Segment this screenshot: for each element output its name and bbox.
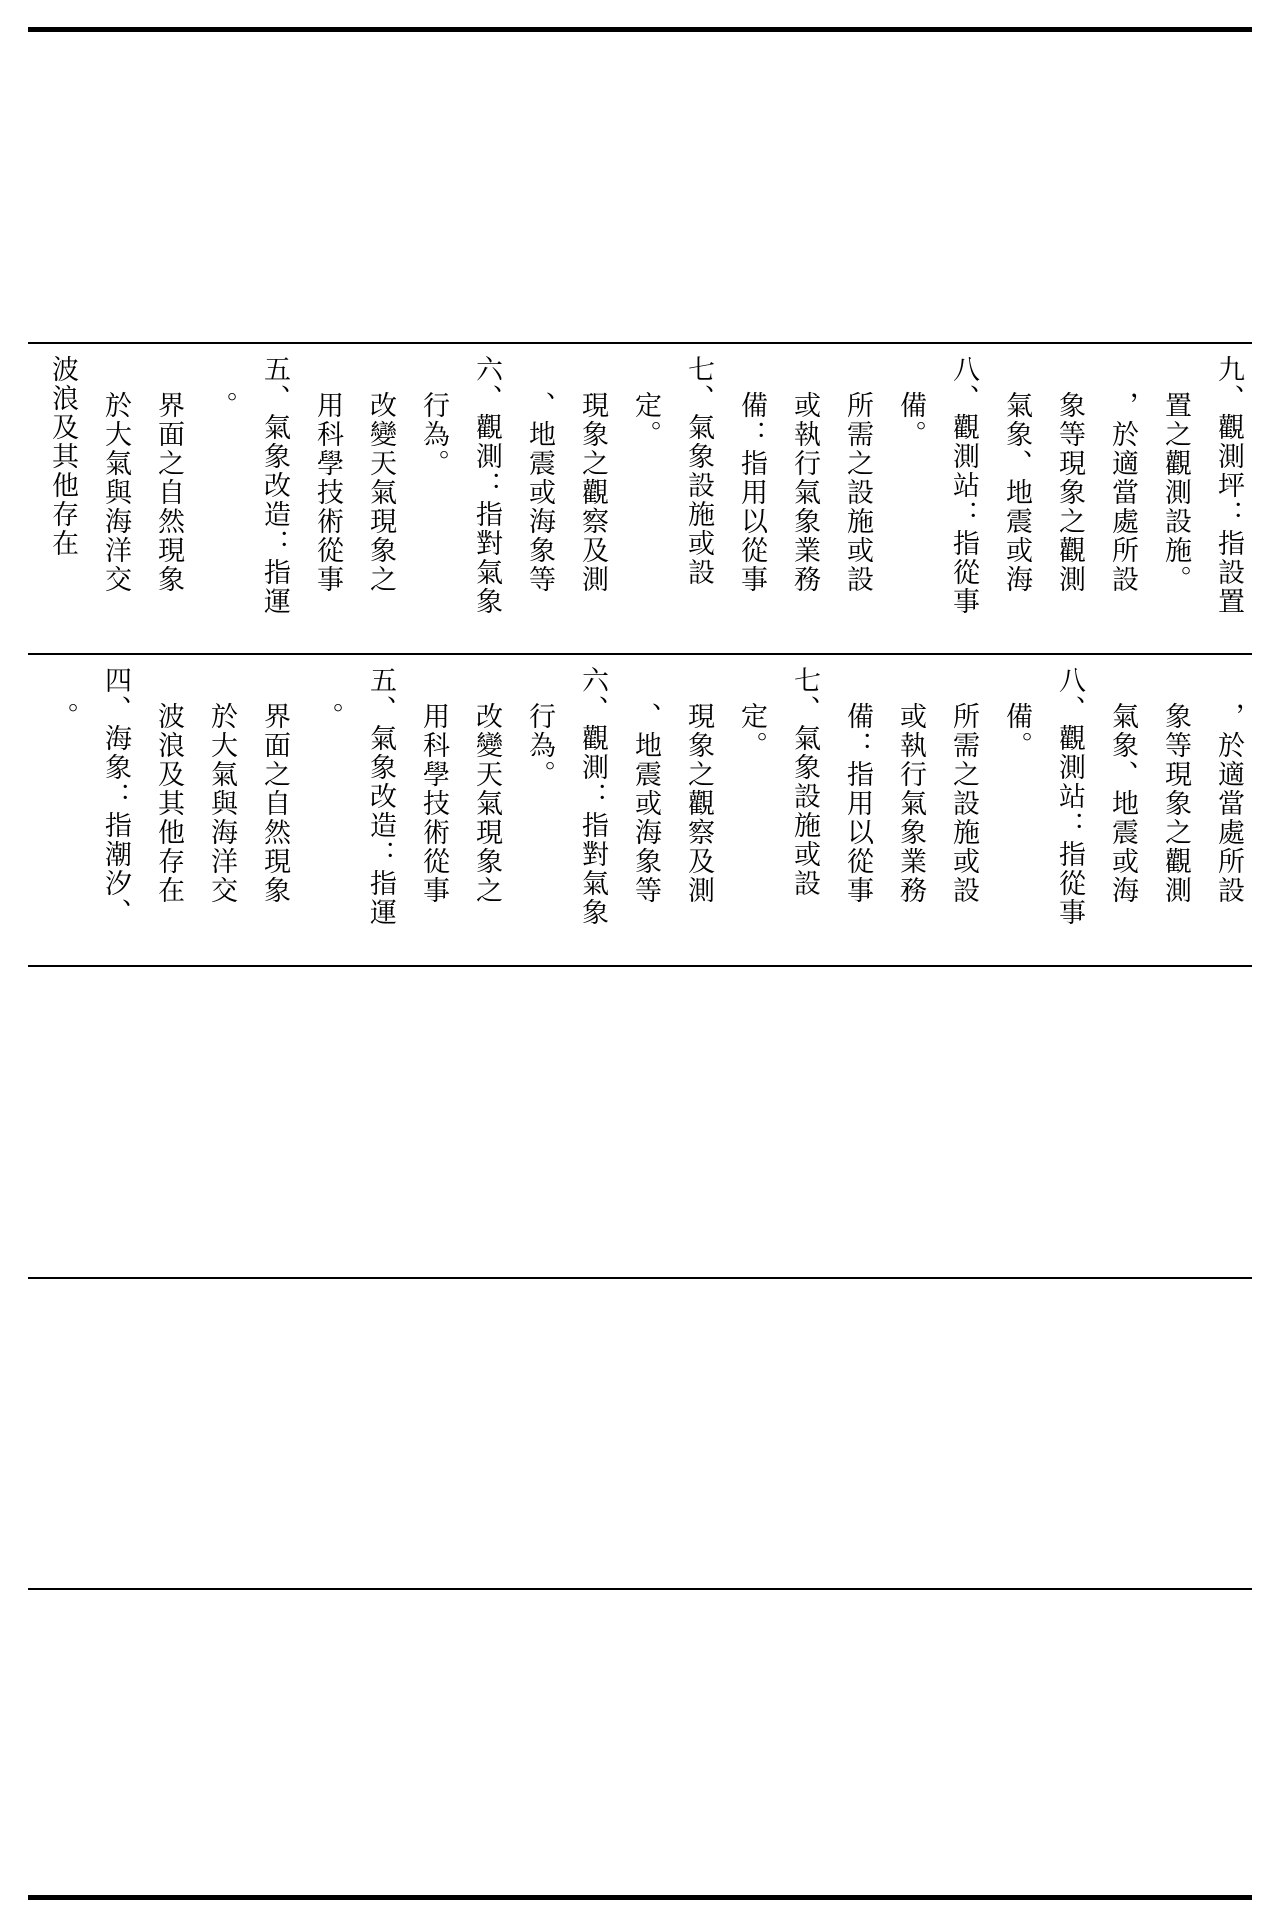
text-column: 或執行氣象業務 (895, 702, 926, 905)
text-column: 八、觀測站：指從事 (1054, 666, 1085, 927)
text-column: 六、觀測：指對氣象 (471, 355, 502, 616)
text-column: ，於適當處所設 (1213, 702, 1244, 905)
text-column: 六、觀測：指對氣象 (577, 666, 608, 927)
text-column: 。 (206, 391, 237, 420)
text-column: 象等現象之觀測 (1054, 391, 1085, 594)
text-column: 行為。 (524, 702, 555, 789)
text-column: 備：指用以從事 (842, 702, 873, 905)
text-column: 所需之設施或設 (948, 702, 979, 905)
text-columns (28, 656, 1252, 965)
text-column: 氣象、地震或海 (1107, 702, 1138, 905)
band-divider (28, 1277, 1252, 1279)
text-column: 改變天氣現象之 (471, 702, 502, 905)
band-divider (28, 342, 1252, 344)
text-column: 定。 (630, 391, 661, 449)
text-column: 於大氣與海洋交 (206, 702, 237, 905)
text-column: 。 (312, 702, 343, 731)
text-band-lower (28, 656, 1252, 965)
text-column: 、地震或海象等 (524, 391, 555, 594)
text-column: 定。 (736, 702, 767, 760)
text-column: 五、氣象改造：指運 (259, 355, 290, 616)
text-column: 置之觀測設施。 (1160, 391, 1191, 594)
text-band-upper (28, 345, 1252, 653)
text-column: 備：指用以從事 (736, 391, 767, 594)
band-divider (28, 965, 1252, 967)
text-column: 象等現象之觀測 (1160, 702, 1191, 905)
text-column: 、地震或海象等 (630, 702, 661, 905)
text-column: 。 (47, 702, 78, 731)
band-divider (28, 1588, 1252, 1590)
empty-band (28, 1280, 1252, 1588)
text-column: 波浪及其他存在 (153, 702, 184, 905)
bottom-rule (28, 1895, 1252, 1900)
text-columns (28, 345, 1252, 653)
text-column: 備。 (1001, 702, 1032, 760)
text-column: 波浪及其他存在 (47, 355, 78, 558)
text-column: 行為。 (418, 391, 449, 478)
text-column: 用科學技術從事 (312, 391, 343, 594)
text-column: 五、氣象改造：指運 (365, 666, 396, 927)
text-column: 現象之觀察及測 (577, 391, 608, 594)
text-column: 備。 (895, 391, 926, 449)
text-column: 九、觀測坪：指設置 (1213, 355, 1244, 616)
text-column: 或執行氣象業務 (789, 391, 820, 594)
text-column: 用科學技術從事 (418, 702, 449, 905)
text-column: 七、氣象設施或設 (789, 666, 820, 898)
empty-band-top (28, 30, 1252, 342)
text-column: 界面之自然現象 (259, 702, 290, 905)
text-column: 界面之自然現象 (153, 391, 184, 594)
text-column: 八、觀測站：指從事 (948, 355, 979, 616)
empty-band (28, 968, 1252, 1277)
text-column: 七、氣象設施或設 (683, 355, 714, 587)
band-divider (28, 653, 1252, 655)
text-column: 改變天氣現象之 (365, 391, 396, 594)
text-column: 現象之觀察及測 (683, 702, 714, 905)
empty-band-bottom (28, 1591, 1252, 1895)
text-column: ，於適當處所設 (1107, 391, 1138, 594)
text-column: 四、海象：指潮汐、 (100, 666, 131, 927)
text-column: 氣象、地震或海 (1001, 391, 1032, 594)
text-column: 所需之設施或設 (842, 391, 873, 594)
text-column: 於大氣與海洋交 (100, 391, 131, 594)
